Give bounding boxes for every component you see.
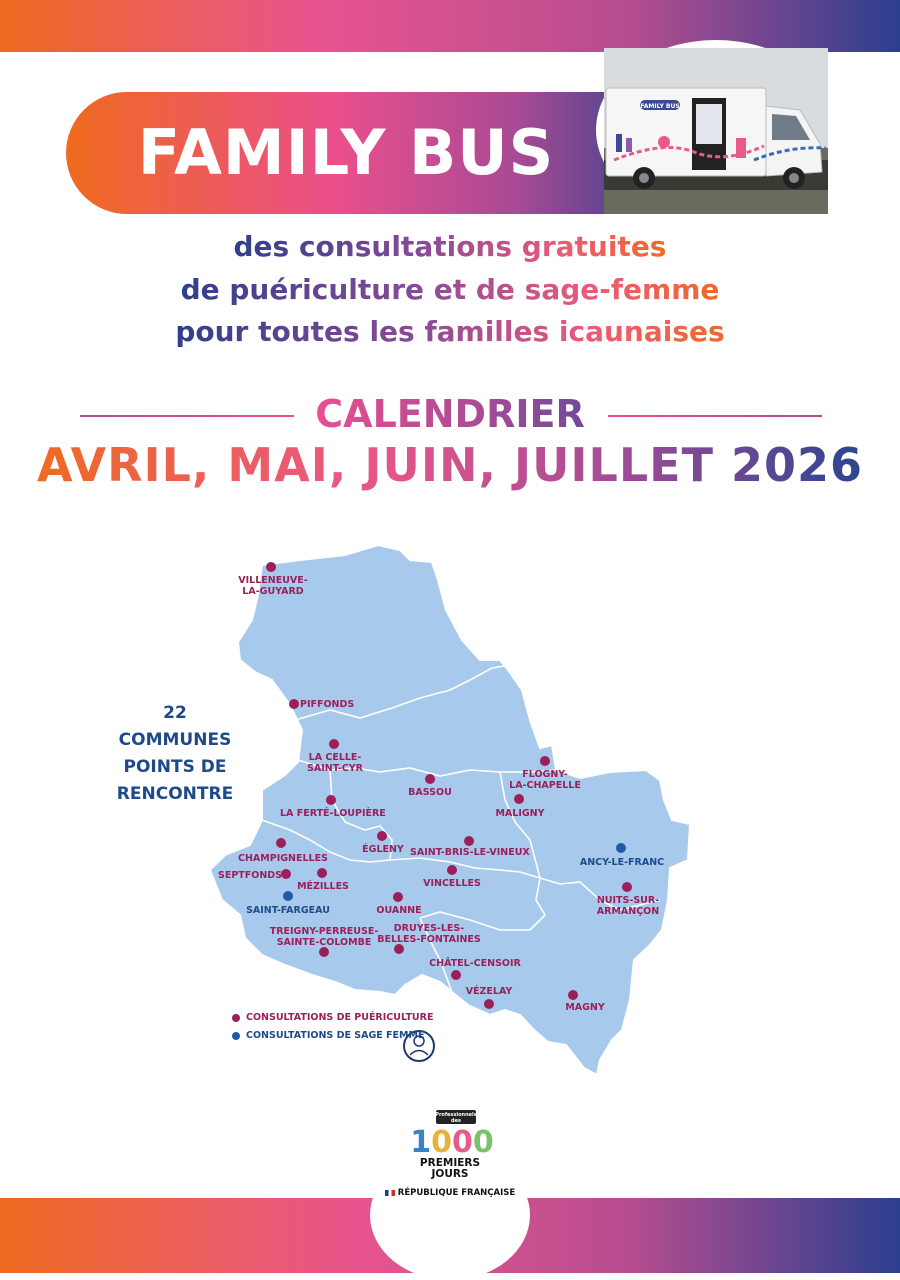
communes-line: COMMUNES (118, 730, 232, 750)
label-vezelay: VÉZELAY (465, 986, 513, 997)
page-title: FAMILY BUS (137, 116, 555, 189)
dot-egleny (377, 831, 387, 841)
label-vincelles: VINCELLES (423, 878, 481, 889)
calendar-heading: CALENDRIER (315, 392, 585, 436)
logo-top-text: Professionnels (435, 1112, 477, 1118)
dot-flogny (540, 756, 550, 766)
dot-mezilles (317, 868, 327, 878)
dot-treigny (319, 947, 329, 957)
dot-vincelles (447, 865, 457, 875)
label-flogny: FLOGNY- LA-CHAPELLE (509, 769, 581, 791)
label-septfonds: SEPTFONDS (218, 870, 283, 881)
premiers-text: PREMIERS (419, 1157, 481, 1169)
label-piffonds: PIFFONDS (300, 699, 355, 710)
label-la-ferte: LA FERTÉ-LOUPIÈRE (280, 808, 386, 819)
label-bassou: BASSOU (408, 787, 452, 798)
french-flag-icon (385, 1190, 395, 1196)
label-champignelles: CHAMPIGNELLES (238, 853, 328, 864)
bus-caption: FAMILY BUS (640, 103, 680, 110)
label-druyes: DRUYES-LES- BELLES-FONTAINES (377, 923, 481, 945)
subtitle-line-3: pour toutes les familles icaunaises (175, 315, 725, 348)
label-saint-bris: SAINT-BRIS-LE-VINEUX (410, 847, 530, 858)
republique-francaise: RÉPUBLIQUE FRANÇAISE (0, 1188, 900, 1198)
label-mezilles: MÉZILLES (297, 881, 349, 892)
rencontre-line: RENCONTRE (116, 784, 234, 804)
communes-count: 22 (163, 703, 187, 723)
dot-piffonds (289, 699, 299, 709)
label-egleny: ÉGLENY (362, 844, 404, 855)
label-magny: MAGNY (565, 1002, 605, 1013)
dot-magny (568, 990, 578, 1000)
dot-bassou (425, 774, 435, 784)
1000-premiers-jours-logo (410, 1110, 494, 1160)
dot-ouanne (393, 892, 403, 902)
label-chatel: CHÂTEL-CENSOIR (429, 958, 521, 969)
label-treigny: TREIGNY-PERREUSE- SAINTE-COLOMBE (269, 926, 379, 948)
premiers-jours-text (0, 1158, 900, 1180)
dot-la-ferte (326, 795, 336, 805)
dot-champignelles (276, 838, 286, 848)
dot-septfonds (281, 869, 291, 879)
legend-puericulture: CONSULTATIONS DE PUÉRICULTURE (232, 1012, 433, 1024)
label-la-celle: LA CELLE- SAINT-CYR (307, 752, 363, 774)
label-ouanne: OUANNE (376, 905, 422, 916)
label-maligny: MALIGNY (495, 808, 545, 819)
dot-villeneuve (266, 562, 276, 572)
legend-sage-femme: CONSULTATIONS DE SAGE FEMME (232, 1030, 424, 1042)
dot-la-celle (329, 739, 339, 749)
label-saint-fargeau: SAINT-FARGEAU (246, 905, 330, 916)
label-villeneuve: VILLENEUVE- LA-GUYARD (238, 575, 308, 597)
subtitle-line-1: des consultations gratuites (233, 230, 667, 263)
jours-text: JOURS (431, 1168, 469, 1180)
logo-number: 1000 (410, 1125, 494, 1160)
label-nuits: NUITS-SUR- ARMANÇON (596, 895, 660, 917)
dot-vezelay (484, 999, 494, 1009)
dot-saint-fargeau (283, 891, 293, 901)
dot-maligny (514, 794, 524, 804)
label-ancy: ANCY-LE-FRANC (579, 857, 665, 868)
subtitle-line-2: de puériculture et de sage-femme (180, 273, 720, 306)
legend-puericulture-dot (232, 1014, 240, 1022)
points-line: POINTS DE (123, 757, 227, 777)
dot-druyes (394, 944, 404, 954)
dot-nuits (622, 882, 632, 892)
dot-ancy (616, 843, 626, 853)
dot-chatel (451, 970, 461, 980)
calendar-months: AVRIL, MAI, JUIN, JUILLET 2026 (36, 438, 863, 492)
svg-text:des: des (451, 1118, 461, 1124)
legend-sage-femme-dot (232, 1032, 240, 1040)
dot-saint-bris (464, 836, 474, 846)
